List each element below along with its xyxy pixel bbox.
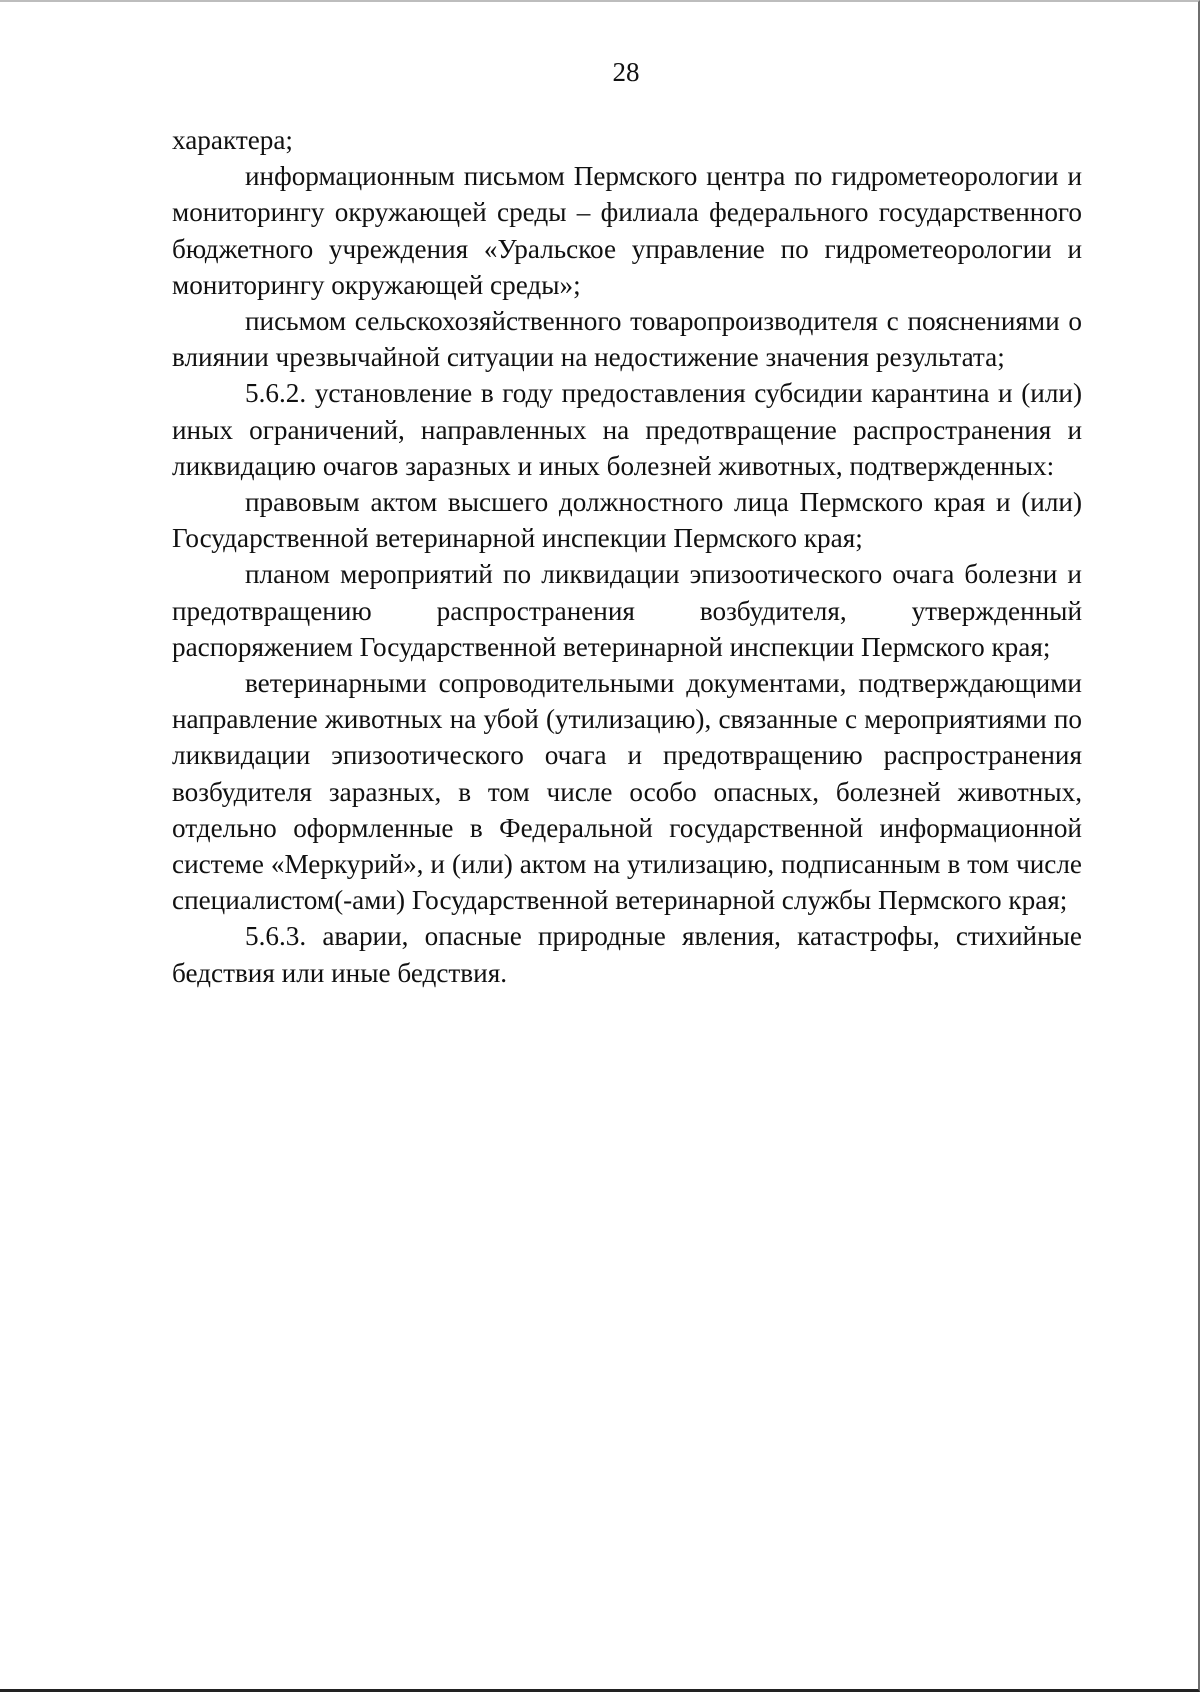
paragraph-legal-act: правовым актом высшего должностного лица Пермского края и (или) Государственной ветеринарной инспекции Пермского края; [172, 487, 1082, 554]
paragraph-producer-letter: письмом сельскохозяйственного товаропроизводителя с пояснениями о влиянии чрезвычайной ситуации на недостижение значения результата; [172, 306, 1082, 373]
paragraph-5-6-3: 5.6.3. аварии, опасные природные явления, катастрофы, стихийные бедствия или иные бедствия. [172, 921, 1082, 988]
document-body [172, 122, 1082, 991]
paragraph-action-plan: планом мероприятий по ликвидации эпизоотического очага болезни и предотвращению распространения возбудителя, утвержденный распоряжением Государственной ветеринарной инспекции Пермского края; [172, 559, 1082, 662]
paragraph-vet-documents: ветеринарными сопроводительными документами, подтверждающими направление животных на убой (утилизацию), связанные с мероприятиями по ликвидации эпизоотического очага и предотвращению распространения возбудителя заразных, в том числе особо опасных, болезней животных, отдельно оформленные в Федеральной государственной информационной системе «Меркурий», и (или) актом на утилизацию, подписанным в том числе специалистом(-ами) Государственной ветеринарной службы Пермского края; [172, 668, 1082, 916]
paragraph-5-6-2: 5.6.2. установление в году предоставления субсидии карантина и (или) иных ограничений, направленных на предотвращение распространения и ликвидацию очагов заразных и иных болезней животных, подтвержденных: [172, 378, 1082, 481]
page-number: 28 [612, 57, 640, 87]
paragraph-continuation: характера; [172, 125, 293, 155]
paragraph-hydromet-letter: информационным письмом Пермского центра по гидрометеорологии и мониторингу окружающей среды – филиала федерального государственного бюджетного учреждения «Уральское управление по гидрометеорологии и мониторингу окружающей среды»; [172, 161, 1082, 300]
